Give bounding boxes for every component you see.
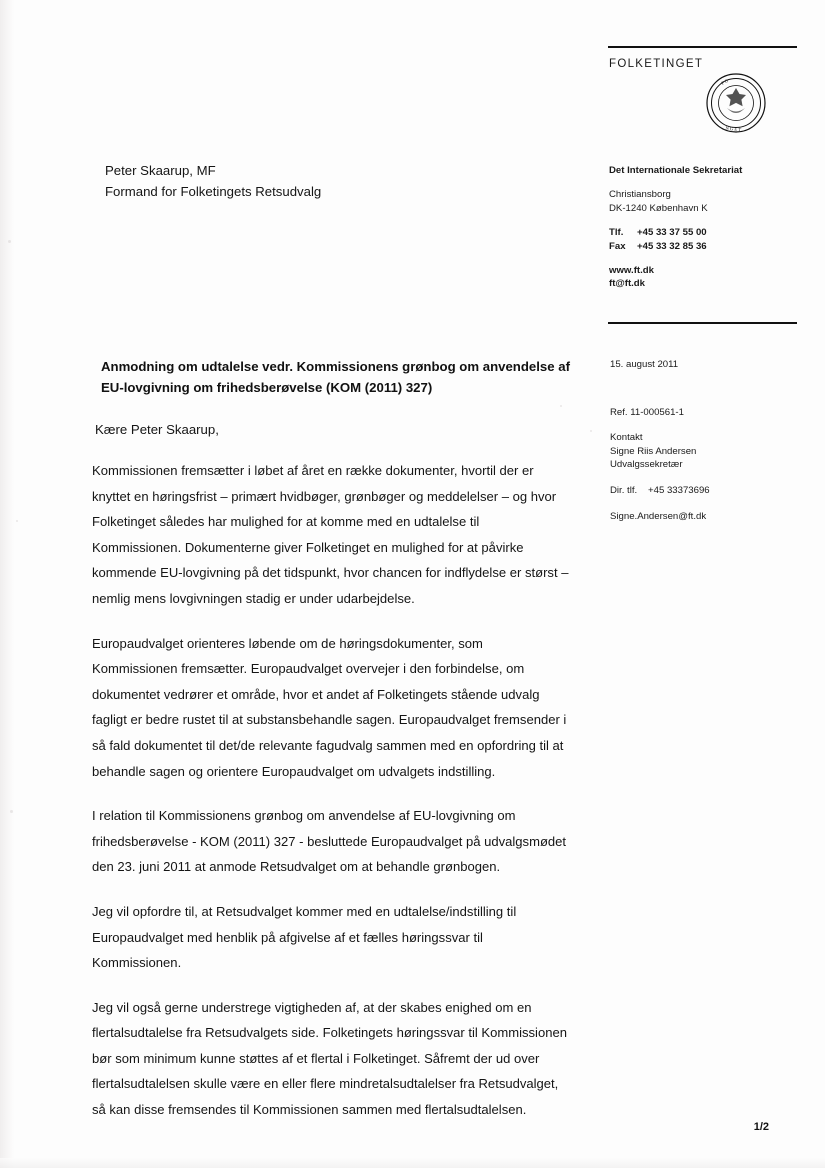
coat-of-arms-icon <box>705 72 767 134</box>
body-paragraph: Kommissionen fremsætter i løbet af året en række dokumenter, hvortil der er knyttet en høringsfrist – primært hvidbøger, grønbøger og meddelelser – og hvor Folketinget således har mulighed for at komme med en udtalelse til Kommissionen. Dokumenterne giver Folketinget en mulighed for at påvirke kommende EU-lovgivning på det tidspunkt, hvor chancen for indflydelse er størst – nemlig mens lovgivningen stadig er under udarbejdelse. <box>92 463 569 606</box>
document-date: 15. august 2011 <box>610 359 679 370</box>
body-paragraph: Europaudvalget orienteres løbende om de høringsdokumenter, som Kommissionen fremsætter. Europaudvalget overvejer i den forbindelse, om dokumentet vedrører et område, hvor et andet af Folketingets stående udvalg fagligt er bedre rustet til at substansbehandle sagen. Europaudvalget fremsender i så fald dokumentet til det/de relevante fagudvalg sammen med en opfordring til at behandle sagen og orientere Europaudvalget om udvalgets indstilling. <box>92 635 567 779</box>
organization-name: FOLKETINGET <box>609 58 704 70</box>
fax-row <box>609 240 809 253</box>
address-line-2: DK-1240 København K <box>609 202 708 214</box>
salutation: Kære Peter Skaarup, <box>95 422 219 437</box>
scan-speckle <box>560 405 562 407</box>
scan-speckle <box>10 810 13 813</box>
svg-text:F O: F O <box>720 78 730 86</box>
body-paragraph: I relation til Kommissionens grønbog om anvendelse af EU-lovgivning om frihedsberøvelse - KOM (2011) 327 - besluttede Europaudvalget på udvalgsmødet den 23. juni 2011 at anmode Retsudvalget om at behandle grønbogen. <box>92 808 567 875</box>
address-line-1: Christiansborg <box>609 189 671 201</box>
page-number: 1/2 <box>753 1121 769 1133</box>
direct-phone-row <box>610 484 810 498</box>
contact-label: Kontakt <box>610 432 643 444</box>
page-title: Anmodning om udtalelse vedr. Kommissionens grønbog om anvendelse af EU-lovgivning om frihedsberøvelse (KOM (2011) 327) <box>101 359 570 395</box>
body-paragraph: Jeg vil også gerne understrege vigtigheden af, at der skabes enighed om en flertalsudtalelse fra Retsudvalgets side. Folketingets høringssvar til Kommissionen bør som minimum kunne støttes af et flertal i Folketinget. Såfremt der ud over flertalsudtalelsen skulle være en eller flere mindretalsudtalelser fra Retsudvalget, så kan disse fremsendes til Kommissionen sammen med flertalsudtalelsen. <box>92 999 567 1118</box>
header-rule <box>608 46 797 48</box>
scan-speckle <box>8 240 11 243</box>
svg-text:N G E T: N G E T <box>725 125 742 133</box>
fax-label: Fax <box>609 240 626 252</box>
scan-edge-bottom <box>0 1158 825 1168</box>
body-paragraph: Jeg vil opfordre til, at Retsudvalget kommer med en udtalelse/indstilling til Europaudvalget med henblik på afgivelse af et fælles høringssvar til Kommissionen. <box>92 903 517 971</box>
contact-person-title: Udvalgssekretær <box>610 459 683 471</box>
sidebar-divider <box>608 322 797 324</box>
direct-phone-value: +45 33373696 <box>648 484 710 496</box>
contact-person-name: Signe Riis Andersen <box>610 445 697 457</box>
telephone-row <box>609 226 809 239</box>
email-link[interactable]: ft@ft.dk <box>609 278 645 290</box>
contact-person-email[interactable]: Signe.Andersen@ft.dk <box>610 510 707 522</box>
scan-speckle <box>16 520 18 522</box>
addressee-block <box>105 160 525 202</box>
addressee-line-2: Formand for Folketingets Retsudvalg <box>105 184 322 199</box>
telephone-label: Tlf. <box>609 227 624 239</box>
fax-value: +45 33 32 85 36 <box>637 240 707 252</box>
scan-speckle <box>590 430 592 432</box>
department-name: Det Internationale Sekretariat <box>609 165 743 176</box>
document-reference: Ref. 11-000561-1 <box>610 406 684 418</box>
letter-body <box>92 458 570 1123</box>
scan-edge-left <box>0 0 14 1168</box>
telephone-value: +45 33 37 55 00 <box>637 227 707 239</box>
addressee-line-1: Peter Skaarup, MF <box>105 163 216 178</box>
direct-phone-label: Dir. tlf. <box>610 484 638 496</box>
document-meta-block <box>610 358 810 523</box>
website-link[interactable]: www.ft.dk <box>609 265 654 277</box>
sender-contact-block <box>609 164 809 302</box>
